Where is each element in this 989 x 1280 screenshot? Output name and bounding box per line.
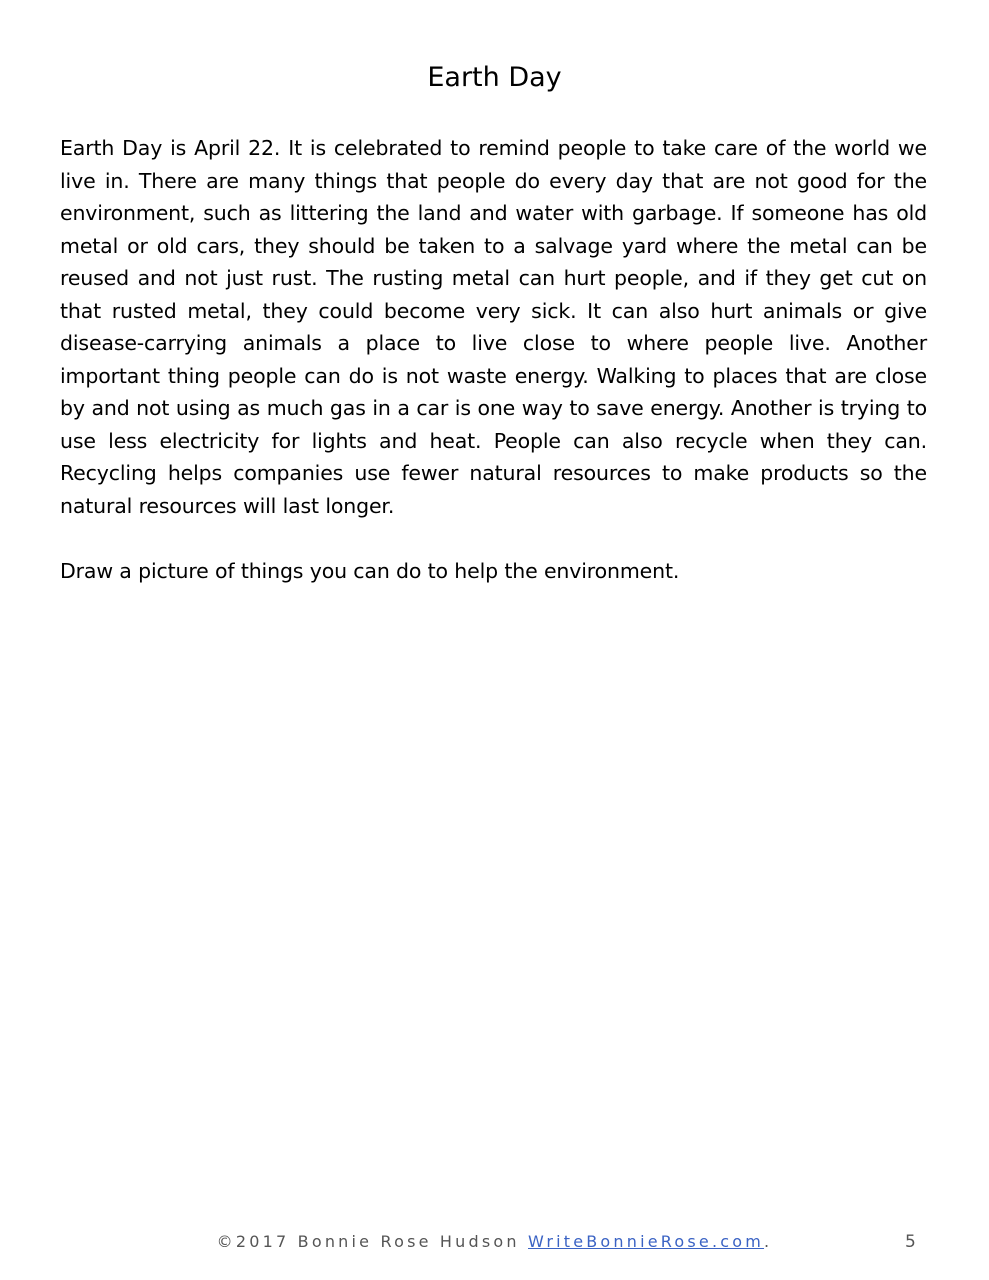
footer-credit: [0, 1228, 989, 1256]
footer-copyright: ©2017 Bonnie Rose Hudson: [216, 1232, 529, 1251]
body-paragraph: Earth Day is April 22. It is celebrated to remind people to take care of the world we live in. There are many things that people do every day that are not good for the environment, such as littering the land and water with garbage. If someone has old metal or old cars, they should be taken to a salvage yard where the metal can be reused and not just rust. The rusting metal can hurt people, and if they get cut on that rusted metal, they could become very sick. It can also hurt animals or give disease-carrying animals a place to live close to where people live. Another important thing people can do is not waste energy. Walking to places that are close by and not using as much gas in a car is one way to save energy. Another is trying to use less electricity for lights and heat. People can also recycle when they can. Recycling helps companies use fewer natural resources to make products so the natural resources will last longer.: [60, 136, 927, 518]
footer-trailing-period: .: [764, 1232, 773, 1251]
drawing-prompt: Draw a picture of things you can do to help the environment.: [60, 559, 680, 583]
page-title: Earth Day: [427, 62, 562, 93]
footer-website-link[interactable]: WriteBonnieRose.com: [528, 1232, 765, 1251]
page-footer: [0, 1228, 989, 1258]
page-number: 5: [905, 1232, 916, 1252]
